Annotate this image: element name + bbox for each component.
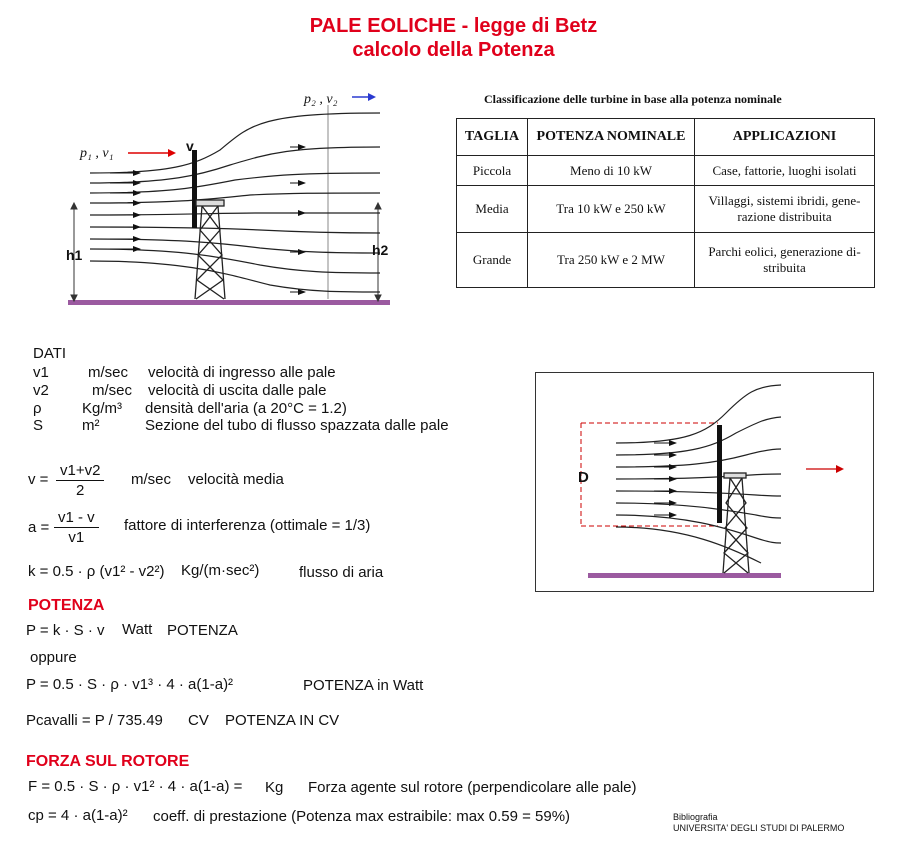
table-cell: Case, fattorie, luoghi isolati [695, 156, 875, 186]
f-unit: Kg [265, 779, 284, 796]
betz-flow-diagram [60, 85, 400, 315]
biblio-source: UNIVERSITA' DEGLI STUDI DI PALERMO [673, 823, 845, 833]
h1-label: h1 [66, 247, 83, 263]
cp-desc: coeff. di prestazione (Potenza max estraibile: max 0.59 = 59%) [153, 808, 571, 825]
page-subtitle: calcolo della Potenza [352, 39, 555, 61]
tower-icon [195, 200, 225, 299]
page-title: PALE EOLICHE - legge di Betz [309, 15, 598, 37]
v-denominator: 2 [76, 482, 85, 499]
table-row [457, 186, 875, 233]
dati-desc-rho: densità dell'aria (a 20°C = 1.2) [145, 400, 347, 417]
dati-sym-v1: v1 [33, 364, 49, 381]
v-label: v [186, 138, 194, 154]
cp-formula: cp = 4 · a(1-a)² [28, 807, 128, 824]
f-desc: Forza agente sul rotore (perpendicolare alle pale) [308, 779, 637, 796]
forza-heading: FORZA SUL ROTORE [26, 753, 190, 770]
a-fraction [54, 508, 99, 547]
pcavalli-desc: POTENZA IN CV [225, 712, 340, 729]
dati-desc-s: Sezione del tubo di flusso spazzata dalle pale [145, 417, 449, 434]
table-cell: Tra 250 kW e 2 MW [528, 233, 695, 288]
p-desc-2: POTENZA in Watt [303, 677, 424, 694]
oppure-label: oppure [30, 649, 77, 666]
table-cell: Media [457, 186, 528, 233]
v-fraction [56, 461, 104, 500]
pcavalli-unit: CV [188, 712, 209, 729]
p2-v2-label: p₂ , v₂ [304, 92, 338, 107]
p1-v1-label: p₁ , v₁ [80, 146, 114, 161]
a-denominator: v1 [68, 529, 85, 546]
table-header-row [457, 119, 875, 156]
table-caption: Classificazione delle turbine in base alla potenza nominale [484, 92, 782, 106]
flow-lines [616, 385, 781, 563]
tower-icon [723, 473, 749, 573]
p-desc-1: POTENZA [167, 622, 238, 639]
p-formula-1: P = k · S · v [26, 622, 105, 639]
pcavalli-formula: Pcavalli = P / 735.49 [26, 712, 163, 729]
f-formula: F = 0.5 · S · ρ · v1² · 4 · a(1-a) = [28, 778, 243, 795]
table-cell: Tra 10 kW e 250 kW [528, 186, 695, 233]
header-applicazioni: APPLICAZIONI [695, 119, 875, 156]
table-cell: Meno di 10 kW [528, 156, 695, 186]
turbine-class-table [456, 118, 875, 288]
dati-unit-v1: m/sec [88, 364, 129, 381]
header-taglia: TAGLIA [457, 119, 528, 156]
k-formula: k = 0.5 · ρ (v1² - v2²) [28, 563, 165, 580]
header-potenza: POTENZA NOMINALE [528, 119, 695, 156]
table-row [457, 233, 875, 288]
dati-sym-v2: v2 [33, 382, 49, 399]
table-row [457, 156, 875, 186]
biblio-label: Bibliografia [673, 812, 718, 822]
dati-desc-v2: velocità di uscita dalle pale [148, 382, 327, 399]
dati-unit-s: m² [82, 417, 100, 434]
potenza-heading: POTENZA [28, 597, 105, 614]
v-numerator: v1+v2 [56, 461, 104, 481]
rotor-blade [192, 150, 197, 228]
table-cell: Villaggi, sistemi ibridi, gene-razione distribuita [695, 186, 875, 233]
dati-sym-rho: ρ [33, 400, 42, 417]
a-numerator: v1 - v [54, 508, 99, 528]
k-desc: flusso di aria [299, 564, 384, 581]
a-lhs: a = [28, 519, 50, 536]
dati-unit-rho: Kg/m³ [82, 400, 123, 417]
rotor-diameter-diagram [535, 372, 874, 592]
v-unit: m/sec [131, 471, 172, 488]
dati-unit-v2: m/sec [92, 382, 133, 399]
v-desc: velocità media [188, 471, 284, 488]
dati-desc-v1: velocità di ingresso alle pale [148, 364, 336, 381]
dati-heading: DATI [33, 345, 67, 362]
v-lhs: v = [28, 471, 49, 488]
a-desc: fattore di interferenza (ottimale = 1/3) [124, 517, 371, 534]
ground-line [588, 573, 781, 578]
dati-sym-s: S [33, 417, 44, 434]
table-cell: Piccola [457, 156, 528, 186]
h2-label: h2 [372, 242, 389, 258]
table-cell: Parchi eolici, generazione di-stribuita [695, 233, 875, 288]
ground-line [68, 300, 390, 305]
d-label: D [578, 469, 589, 486]
table-cell: Grande [457, 233, 528, 288]
k-unit: Kg/(m·sec²) [181, 562, 260, 579]
p-unit-1: Watt [122, 621, 153, 638]
p-formula-2: P = 0.5 · S · ρ · v1³ · 4 · a(1-a)² [26, 676, 234, 693]
rotor-blade [717, 425, 722, 523]
